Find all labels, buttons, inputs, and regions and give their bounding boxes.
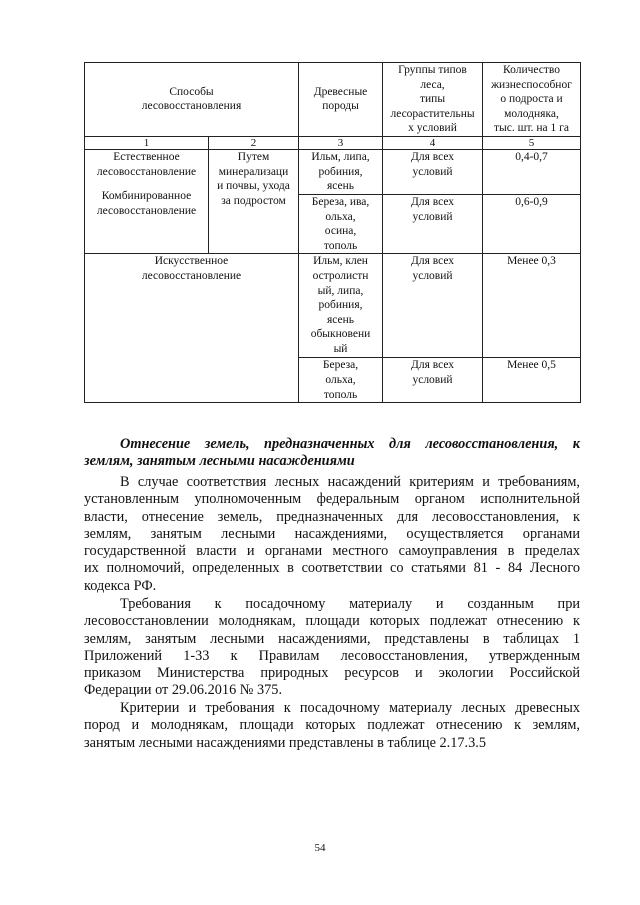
species-cell: Ильм, клен остролистн ый, липа, робиния, ясень обыкновени ый: [299, 254, 383, 358]
header-methods: Способы лесовосстановления: [85, 63, 299, 137]
col-num-5: 5: [483, 136, 581, 149]
table-row: [85, 149, 581, 194]
natural-combined-cell: Естественное лесовосстановление Комбинированное лесовосстановление: [85, 149, 209, 253]
paragraph-2: Требования к посадочному материалу и созданным при лесовосстановлении молоднякам, площади которых подлежат отнесению к землям, занятым лесными насаждениями, представлены в таблицах 1 Приложений 1-33 к Правилам лесовосстановления, утвержденным приказом Министерства природных ресурсов и экологии Российской Федерации от 29.06.2016 № 375.: [84, 596, 580, 699]
conditions-cell: Для всех условий: [383, 194, 483, 253]
header-quantity: Количество жизнеспособног о подроста и молодняка, тыс. шт. на 1 га: [483, 63, 581, 137]
conditions-cell: Для всех условий: [383, 358, 483, 403]
col-num-2: 2: [209, 136, 299, 149]
paragraph-3: Критерии и требования к посадочному материалу лесных древесных пород и молоднякам, площади которых подлежат отнесению к землям, занятым лесными насаждениями представлены в таблице 2.17.3.5: [84, 700, 580, 751]
header-forest-types: Группы типов леса, типы лесорастительны х условий: [383, 63, 483, 137]
page-number: 54: [314, 842, 326, 854]
quantity-cell: 0,4-0,7: [483, 149, 581, 194]
quantity-cell: Менее 0,3: [483, 254, 581, 358]
reforestation-table: [84, 62, 581, 403]
column-number-row: [85, 136, 581, 149]
species-cell: Ильм, липа, робиния, ясень: [299, 149, 383, 194]
quantity-cell: Менее 0,5: [483, 358, 581, 403]
species-cell: Береза, ива, ольха, осина, тополь: [299, 194, 383, 253]
artificial-cell: Искусственное лесовосстановление: [85, 254, 299, 403]
header-species: Древесные породы: [299, 63, 383, 137]
quantity-cell: 0,6-0,9: [483, 194, 581, 253]
conditions-cell: Для всех условий: [383, 149, 483, 194]
mineralization-cell: Путем минерализаци и почвы, ухода за подростом: [209, 149, 299, 253]
table-header-row: [85, 63, 581, 137]
table-row: [85, 254, 581, 358]
paragraph-1: В случае соответствия лесных насаждений критериям и требованиям, установленным уполномоченным федеральным органом исполнительной власти, отнесение земель, предназначенных для лесовосстановления, к землям, занятым лесными насаждениями, осуществляется органами государственной власти и органами местного самоуправления в пределах их полномочий, определенных в соответствии со статьями 81 - 84 Лесного кодекса РФ.: [84, 474, 580, 594]
species-cell: Береза, ольха, тополь: [299, 358, 383, 403]
col-num-1: 1: [85, 136, 209, 149]
col-num-3: 3: [299, 136, 383, 149]
conditions-cell: Для всех условий: [383, 254, 483, 358]
col-num-4: 4: [383, 136, 483, 149]
section-heading: Отнесение земель, предназначенных для лесовосстановления, к землям, занятым лесными насаждениями: [84, 436, 580, 469]
